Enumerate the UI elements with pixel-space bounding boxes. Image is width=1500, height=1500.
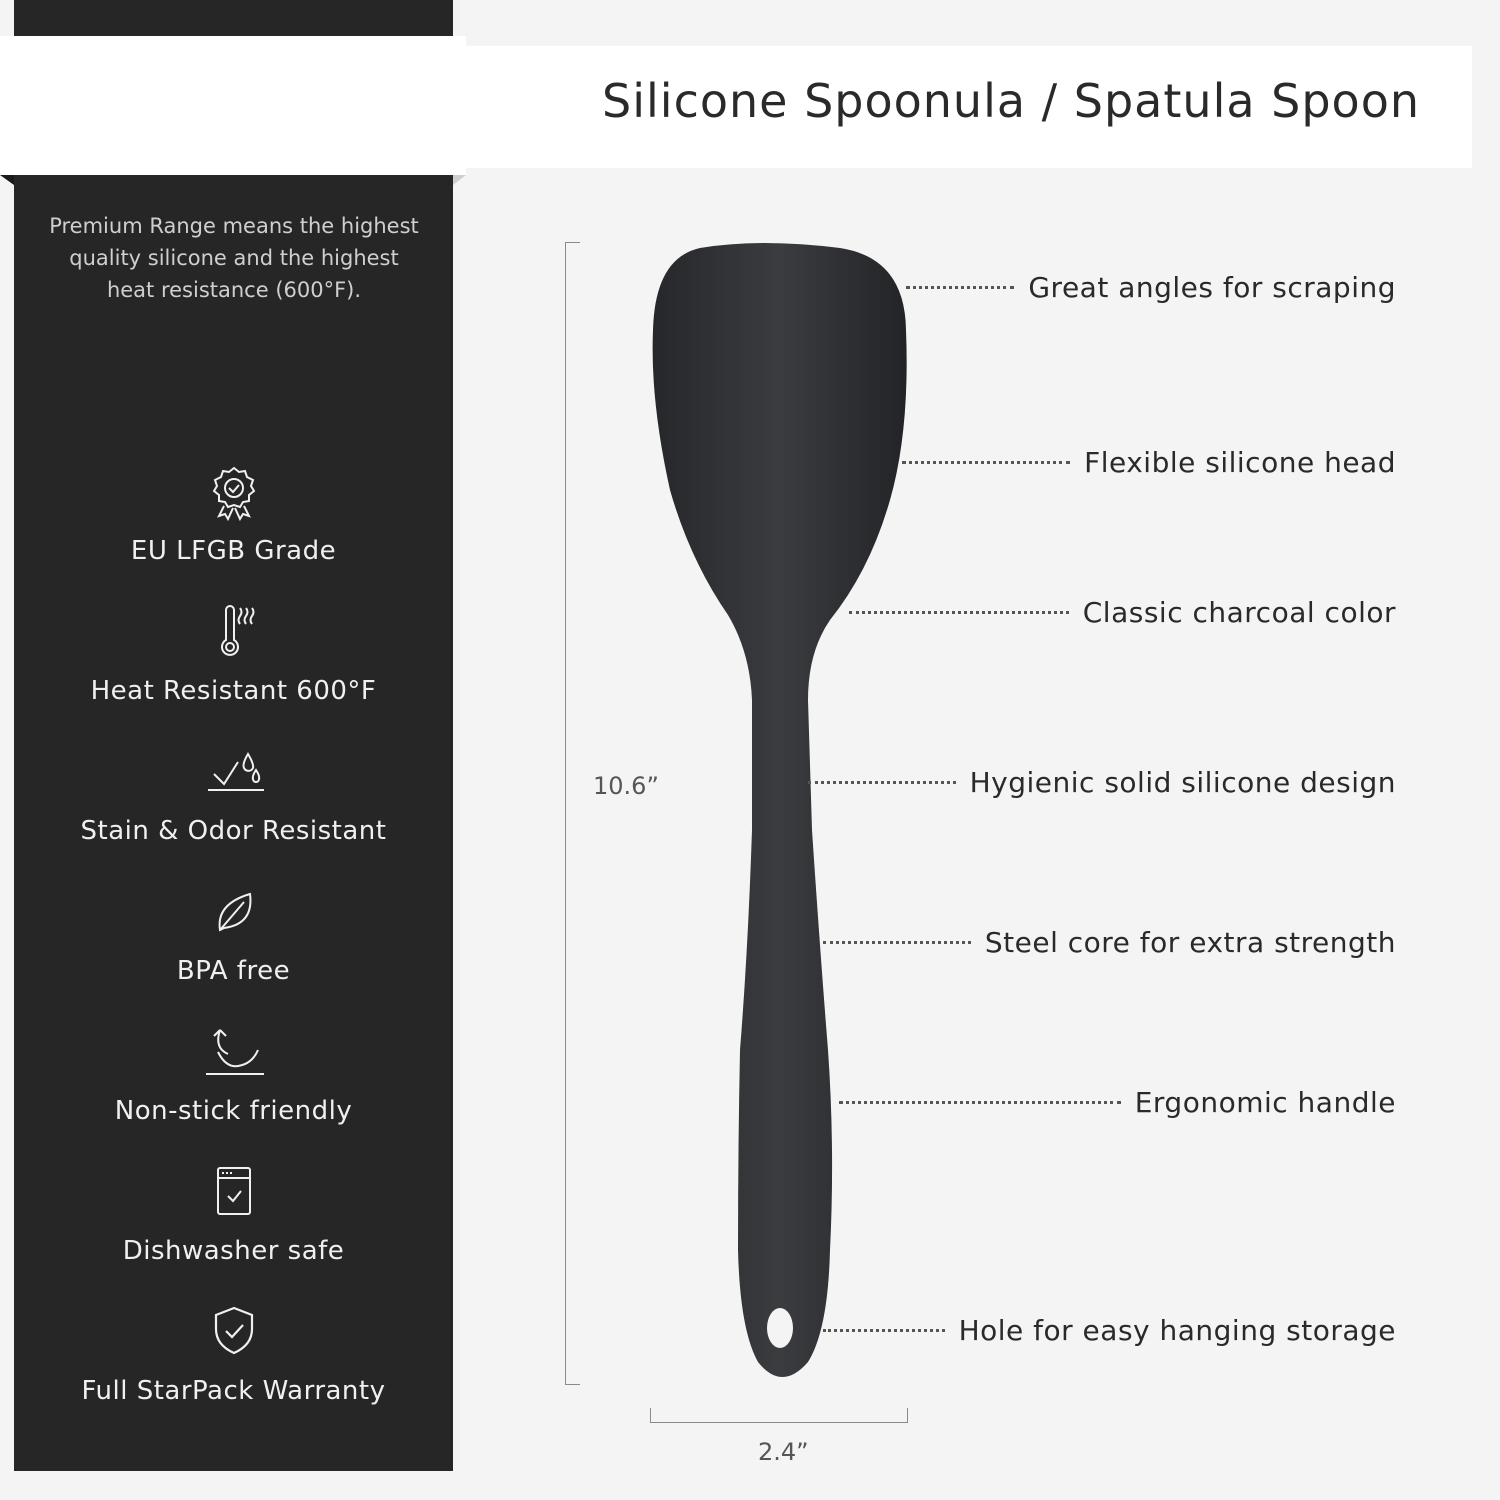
dotted-leader [849, 611, 1069, 614]
callout-text: Ergonomic handle [1134, 1085, 1396, 1119]
callout-text: Hole for easy hanging storage [958, 1313, 1396, 1347]
intro-text: Premium Range means the highest quality silicone and the highest heat resistance (600°F). [49, 214, 419, 302]
feature-label: EU LFGB Grade [130, 536, 337, 566]
callout-hygienic-design [808, 765, 1396, 799]
callout-text: Great angles for scraping [1028, 270, 1396, 304]
dotted-leader [906, 286, 1014, 289]
callout-hanging-hole [823, 1313, 1396, 1347]
page-title: Silicone Spoonula / Spatula Spoon [602, 74, 1420, 128]
callout-text: Flexible silicone head [1084, 445, 1396, 479]
callout-text: Classic charcoal color [1082, 595, 1396, 629]
spoon-body [653, 243, 907, 1377]
feature-label: Heat Resistant 600°F [90, 676, 377, 706]
feature-label: BPA free [176, 956, 291, 986]
feature-label: Dishwasher safe [122, 1236, 345, 1266]
dotted-leader [902, 461, 1070, 464]
feature-label: Stain & Odor Resistant [80, 816, 387, 846]
callout-steel-core [823, 925, 1396, 959]
callout-scraping-angles [906, 270, 1396, 304]
callout-text: Steel core for extra strength [984, 925, 1396, 959]
feature-label: Non-stick friendly [114, 1096, 353, 1126]
dotted-leader [839, 1101, 1121, 1104]
width-label: 2.4” [758, 1438, 809, 1466]
callout-text: Hygienic solid silicone design [969, 765, 1396, 799]
dotted-leader [823, 1329, 945, 1332]
dotted-leader [823, 941, 971, 944]
dotted-leader [808, 781, 956, 784]
length-label: 10.6” [593, 772, 659, 800]
callout-ergonomic-handle [839, 1085, 1396, 1119]
callout-flexible-head [902, 445, 1396, 479]
hanging-hole [767, 1308, 793, 1348]
feature-label: Full StarPack Warranty [81, 1376, 386, 1406]
callout-charcoal-color [849, 595, 1396, 629]
